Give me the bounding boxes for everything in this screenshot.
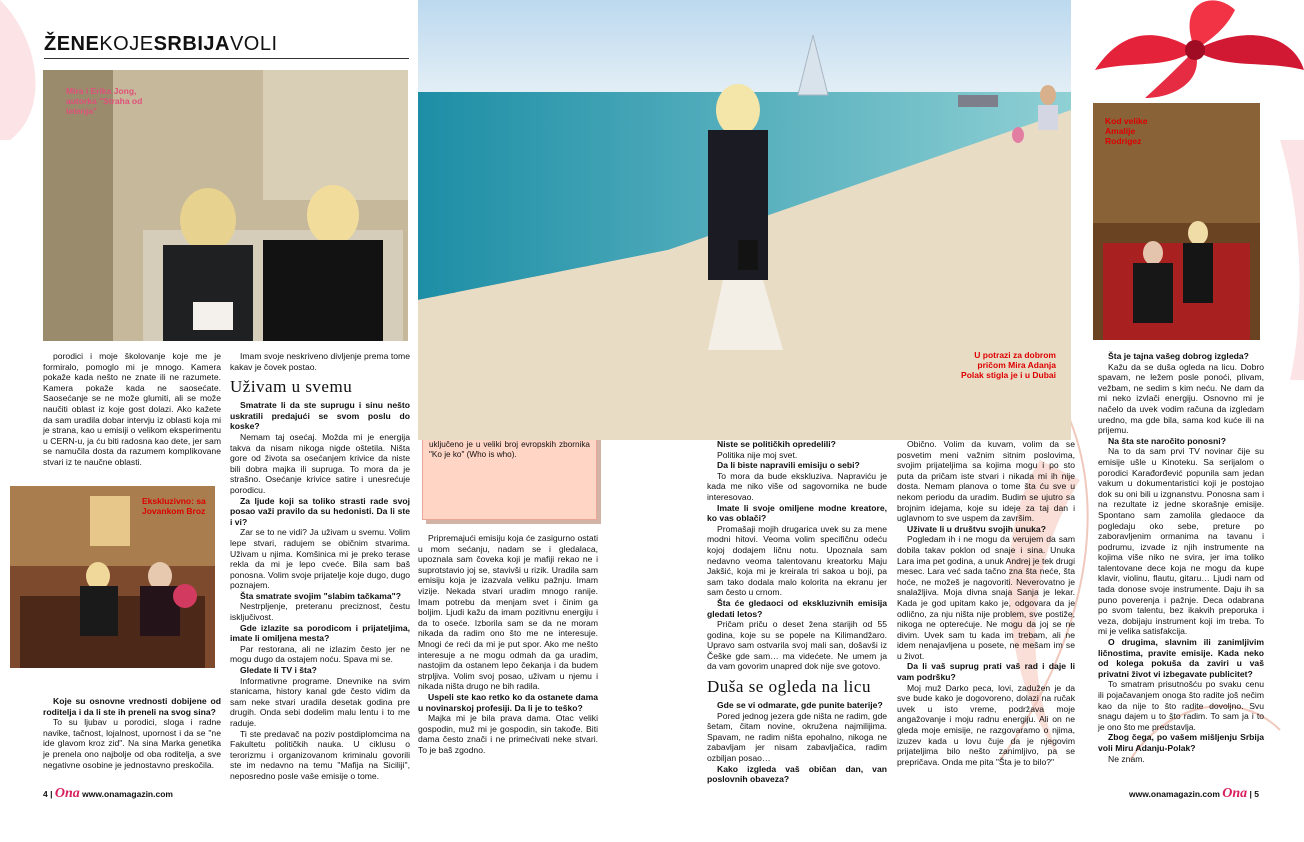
question: Niste se političkih opredelili? [717, 439, 836, 449]
paragraph: Pripremajući emisiju koja će zasigurno ostati u mom sećanju, nadam se i gledalaca, upoznala sam čoveka koji je mafiji rekao ne i suprotstavio joj se, stavivši u rizik. Uradila sam emisiju koja je izazvala veliku pažnju. Imam vizije. Nekada stvari uradim mnogo ranije. Imam potrebu da menjam svet i činim ga boljim. Ljudi kažu da imam pozitivnu energiju i da to oseće. Izborila sam se da ne moram nikada da radim ono što me ne interesuje. Mnogi će reći da mi je put spor. Ako me nešto interesuje a ne mogu odmah da ga uradim, nastojim da ostanem lepo čekanja i da budem strpljiva. Volim svoj posao, uživam u njemu i nikada ništa drugo ne bih radila. [418, 533, 598, 692]
paragraph: To mora da bude ekskluziva. Napraviću je kada me niko više od sagovornika ne bude interesovao. [707, 470, 887, 502]
paragraph: Imam svoje neskriveno divljenje prema tome kakav je čovek postao. [230, 351, 410, 372]
paragraph: Moj muž Darko peca, lovi, zadužen je da sve bude kako je dogovoreno, dolazi na ručak uvek u isto vreme, podržava moje angažovanje i moju radnu energiju. Ali on ne gleda moje emisije, ne razgovaramo o njima, izuzev kada u lovu čuje da je njegovim prijateljima bilo nešto zanimljivo, pa se prepričava. Onda me pita "Šta je to bilo?" [897, 682, 1075, 767]
caption-amalia: Kod velike Amalije Rodrigez [1105, 116, 1148, 146]
paragraph: porodici i moje školovanje koje me je formiralo, pomoglo mi je mnogo. Kamera pokaže kada nešto ne znate ili ne razumete. Kamera pokaže kada ne saosećate. Saosećanje se ne može glumiti, ali se može naučiti oblast iz koje gost dolazi. Ako kažete da sam uradila dobar intervju iz oblasti koja mi je strana, kao u emisiji o velikom eksperimentu u CERN-u, ja ću biti radosna kao dete, jer sam se namučila dosta da razumem komplikovane stvari iz te naučne oblasti. [43, 351, 221, 467]
paragraph: To su ljubav u porodici, sloga i radne navike, tačnost, lojalnost, upornost i da se "ne ide glavom kroz zid". Na sina Marka genetika je prenela ono najbolje od oba roditelja, a sve negativne osobine je jednostavno preskočila. [43, 717, 221, 770]
caption-photo1: Mira i Erika Jong, autorka "Straha od letenja" [66, 86, 143, 116]
brand-logo-left: Ona [54, 786, 80, 801]
footer-url-left[interactable]: www.onamagazin.com [82, 789, 173, 799]
paragraph: Pogledam ih i ne mogu da verujem da sam dobila takav poklon od snaje i sina. Unuka Lara ima pet godina, a unuk Andrej je tek drugi mesec. Lara već sada tačno zna šta neće, šta hoće, ne možeš je nagovoriti. Neverovatno je snalažljiva. Moja divna snaja Sanja je lekar. Kada je god upitam kako je, odgovara da je odlično, za nju ništa nije problem, sve postiže, nikoga ne opterećuje. Ne mogu da joj se ne divim. Uvek sam tu kada im trebam, ali ne idem nenajavljena u posete, ne mešam im se u život. [897, 534, 1075, 661]
paragraph: Nestrpljenje, preteranu preciznost, čestu isključivost. [230, 601, 410, 623]
paragraph: Zar se to ne vidi? Ja uživam u svemu. Volim lepe stvari, radujem se običnim stvarima. Uživam u njima. Komšinica mi je preko terase rekla da mi je lepo cveće. Bila sam baš ponosna. Volim svoje prijatelje koje dugo, dugo poznajem. [230, 527, 410, 591]
text-column-1b [43, 696, 221, 770]
flower-decoration [1085, 0, 1304, 98]
question: Koje su osnovne vrednosti dobijene od roditelja i da li ste ih preneli na svog sina? [43, 696, 221, 717]
footer-url-right[interactable]: www.onamagazin.com [1129, 789, 1220, 799]
paragraph: Informativne programe. Dnevnike na svim stanicama, history kanal gde često vidim da sam neke stvari uradila desetak godina pre drugih. Onda sebi dodelim malu lentu i to me raduje. [230, 675, 410, 728]
text-column-3 [418, 533, 598, 755]
page-number-left: 4 [43, 789, 48, 799]
paragraph: Običnо. Volim da kuvam, volim da se posvetim meni važnim sitnim poslovima, svojim prijateljima sa kojima mogu i po sto puta da pričam iste stvari i nikada mi ih nije dosta. Nemam planova o tome šta ću sve u nekom periodu da uradim. Budim se ujutro sa brojnim idejama, koje su ideje za taj dan i uglavnom to sve uspem da završim. [897, 439, 1075, 524]
question: Da li vaš suprug prati vaš rad i daje li vam podršku? [897, 661, 1075, 683]
paragraph: Pored jednog jezera gde ništa ne radim, gde šetam, čitam novine, okružena najmilijima. Spavam, ne radim ništa epohalno, nikoga ne zabavljam jer nisam zabavljačica, radim ozbiljan posao… [707, 710, 887, 764]
text-column-5 [897, 439, 1075, 767]
subheading: Uživam u svemu [230, 377, 353, 397]
caption-photo2: Ekskluzivno: sa Jovankom Broz [142, 496, 206, 516]
paragraph: To smatram prisutnošću po svaku cenu ili pojačavanjem onoga što radite još nečim kao da nije to što radite dovoljno. Svu snagu dajem u to što radim. To sam ja i to je ono što me predstavlja. [1098, 679, 1264, 732]
question: Kako izgleda vaš običan dan, van poslovnih obaveza? [707, 763, 887, 785]
bio-text: uključeno je u veliki broj evropskih zbornika "Ko je ko" (Who is who). [429, 440, 590, 459]
question: Šta je tajna vašeg dobrog izgleda? [1108, 351, 1249, 361]
text-column-1 [43, 351, 221, 468]
section-part-koje: KOJE [99, 33, 154, 55]
subheading: Duša se ogleda na licu [707, 677, 871, 697]
caption-beach: U potrazi za dobrom pričom Mira Adanja Polak stigla je i u Dubai [961, 350, 1056, 380]
section-part-srbija: SRBIJA [153, 33, 230, 55]
paragraph: Nemam taj osećaj. Možda mi je energija takva da nisam nikoga nigde oštetila. Ništa gore od života sa osećanjem krivice da niste bili dobra majka ili supruga. To mora da je strašno. Osećanje krivice satire i unesrećuje porodicu. [230, 431, 410, 495]
question: Šta smatrate svojim "slabim tačkama"? [240, 590, 401, 601]
page-number-right: 5 [1254, 789, 1259, 799]
text-column-2 [230, 351, 410, 782]
paragraph: Par restorana, ali ne izlazim često jer ne mogu dugo da ostajem noću. Spava mi se. [230, 643, 410, 665]
section-header [44, 33, 278, 56]
question: Uspeli ste kao retko ko da ostanete dama u novinarskoj profesiji. Da li je to teško? [418, 691, 598, 713]
question: Gde izlazite sa porodicom i prijateljima, imate li omiljena mesta? [230, 622, 410, 644]
question: Gledate li TV i šta? [240, 665, 317, 676]
header-rule [44, 58, 409, 59]
question: Zbog čega, po vašem mišljenju Srbija voli Miru Adanju-Polak? [1098, 732, 1264, 753]
paragraph: Promašaji mojih drugarica uvek su za mene modni hitovi. Veoma volim specifičnu odeću kojoj dodajem ličnu notu. Upoznala sam nedavno veoma talentovanu kreatorku Maju Jakšić, koja mi je kreirala tri sakoa u boji, pa sam tako dodala malo kolorita na ekranu jer sam često u crnom. [707, 523, 887, 598]
question: Imate li svoje omiljene modne kreatore, ko vas oblači? [707, 502, 887, 524]
paragraph: Na to da sam prvi TV novinar čije su emisije ušle u Kinoteku. Sa serijalom o porodici Karađorđević popunila sam jedan vakum u dokumentaristici koji je postojao dok su oni bili u izgnanstvu. Ponosna sam i na rezultate iz jedne skorašnje emisije. Spontano sam zamolila gledaoce da pogledaju oko sebe, preture po zaboravljenim ormanima na tavanu i podrumu, izvade iz njih instrumente na kojima više niko ne svira, jer ima toliko talentovane dece koja ne mogu da kupe klavir, violinu, flautu, gitaru… Ljudi nam od tada donose svoje instrumente. Daju ih sa puno poverenja i pažnje. Deca odabrana po svom talentu, bez ikakvih preporuka i veza, dobijaju instrument koji im treba. To mi je velika satisfakcija. [1098, 446, 1264, 637]
question: Gde se vi odmarate, gde punite baterije? [717, 700, 883, 711]
question: Za ljude koji sa toliko strasti rade svoj posao važi pravilo da su hedonisti. Da li ste i vi? [230, 495, 410, 527]
section-part-voli: VOLI [229, 33, 278, 55]
question: Smatrate li da ste suprugu i sinu nešto uskratili predajući se svom poslu do koske? [230, 400, 410, 432]
footer-left: 4 | Ona www.onamagazin.com [43, 786, 173, 801]
question: O drugima, slavnim ili zanimljivim ličnostima, pravite emisije. Kada neko od kolega pokuša da zaviri u vaš privatni život vi izbegavate publicitet? [1098, 637, 1264, 679]
paragraph: Majka mi je bila prava dama. Otac veliki gospodin, muž mi je gospodin, sin takođe. Biti dama često znači i ne primećivati neke stvari. To je baš zgodno. [418, 713, 598, 755]
brand-logo-right: Ona [1222, 786, 1248, 801]
footer-right: www.onamagazin.com Ona | 5 [1129, 786, 1259, 801]
text-column-4 [707, 439, 887, 785]
section-part-zene: ŽENE [44, 33, 100, 55]
paragraph: Kažu da se duša ogleda na licu. Dobro spavam, ne ležem posle ponoći, plivam, vežbam, ne sedim s kim neću. Ne dam da mi neko izvlači energiju. Osnovno mi je načelo da uvek vodim računa da izgledam uredno, ma gde bila, sama kod kuće ili na prijemu. [1098, 361, 1264, 436]
question: Šta će gledaoci od ekskluzivnih emisija gledati letos? [707, 597, 887, 619]
paragraph: Politika nije moj svet. [717, 449, 798, 460]
paragraph: Ne znam. [1108, 753, 1145, 764]
question: Da li biste napravili emisiju o sebi? [717, 460, 860, 471]
paragraph: Ti ste predavač na poziv postdiplomcima na Fakultetu političkih nauka. U ciklusu o terorizmu i organizovanom kriminalu govorili ste im nedavno na temu "Mafija na Siciliji", neposredno posle vaše emisije o tome. [230, 728, 410, 781]
question: Na šta ste naročito ponosni? [1108, 435, 1226, 446]
text-column-6 [1098, 351, 1264, 764]
question: Uživate li u društvu svojih unuka? [907, 523, 1046, 534]
paragraph: Pričam priču o deset žena starijih od 55 godina, koje su se popele na Kilimandžaro. Upravo sam ostvarila svoj mali san, došavši iz Češke gde sam… ma videćete. Ne umem ja da vam govorim unapred dok nije sve gotovo. [707, 619, 887, 672]
